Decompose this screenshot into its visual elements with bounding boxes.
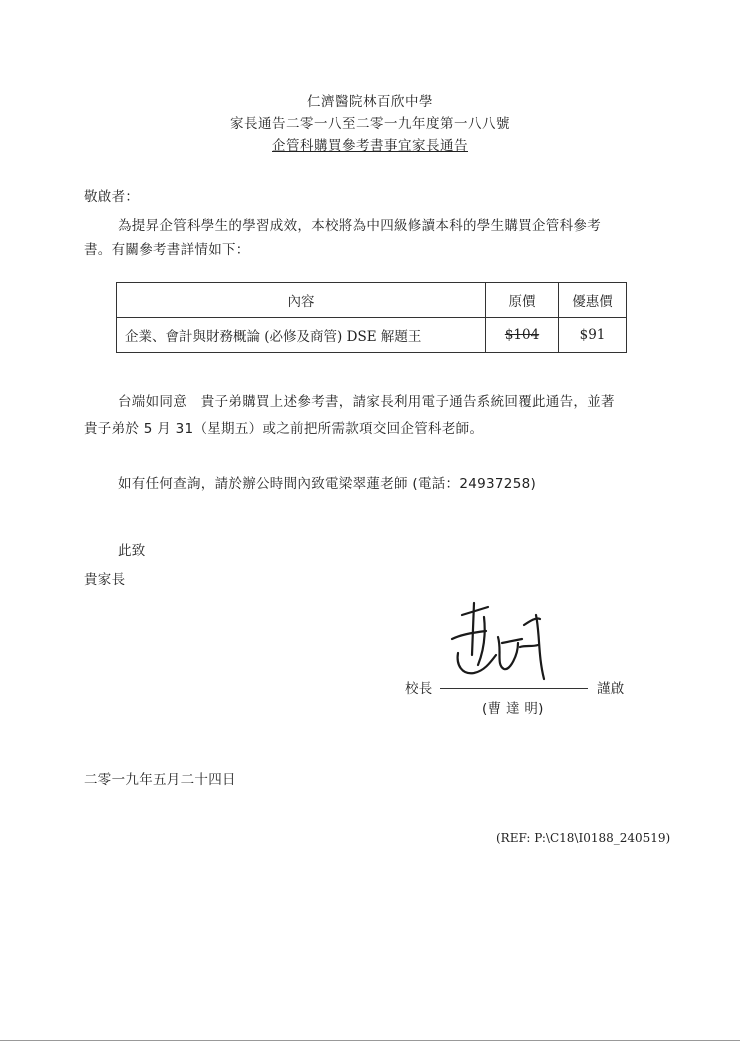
closing-ci-zhi: 此致 xyxy=(118,543,146,559)
book-title: 企業、會計與財務概論 (必修及商管) DSE 解題王 xyxy=(117,318,486,353)
principal-name: (曹 達 明) xyxy=(482,701,544,717)
price-table xyxy=(116,282,627,353)
consent-line-2: 貴子弟於 5 月 31（星期五）或之前把所需款項交回企管科老師。 xyxy=(84,421,484,437)
discount-price: $91 xyxy=(559,318,627,353)
signature-line xyxy=(440,688,588,689)
header-discount-price: 優惠價 xyxy=(559,283,627,318)
salutation: 敬啟者： xyxy=(84,189,140,205)
table-header-row xyxy=(117,283,627,318)
notice-subject: 企管科購買參考書事宜家長通告 xyxy=(272,138,468,154)
intro-line-1: 為提昇企管科學生的學習成效，本校將為中四級修讀本科的學生購買企管科參考 xyxy=(118,218,601,234)
principal-title: 校長 xyxy=(405,681,433,697)
consent-line-1: 台端如同意 貴子弟購買上述參考書，請家長利用電子通告系統回覆此通告，並著 xyxy=(118,394,615,410)
original-price: $104 xyxy=(504,327,540,343)
notice-number: 家長通告二零一八至二零一九年度第一八八號 xyxy=(230,116,510,132)
signature-suffix: 謹啟 xyxy=(597,681,625,697)
enquiry-line: 如有任何查詢，請於辦公時間內致電梁翠蓮老師 (電話：24937258) xyxy=(118,476,537,492)
subject-line-wrapper xyxy=(0,134,740,154)
original-price-cell xyxy=(486,318,559,353)
header-original-price: 原價 xyxy=(486,283,559,318)
reference-code: (REF: P:\C18\I0188_240519) xyxy=(496,831,671,845)
header-content: 內容 xyxy=(117,283,486,318)
principal-signature xyxy=(440,595,560,690)
notice-date: 二零一九年五月二十四日 xyxy=(84,772,236,788)
intro-line-2: 書。有關參考書詳情如下： xyxy=(84,242,250,258)
school-name: 仁濟醫院林百欣中學 xyxy=(307,94,433,110)
page-bottom-edge xyxy=(0,1040,740,1041)
table-row xyxy=(117,318,627,353)
closing-recipient: 貴家長 xyxy=(84,572,126,588)
